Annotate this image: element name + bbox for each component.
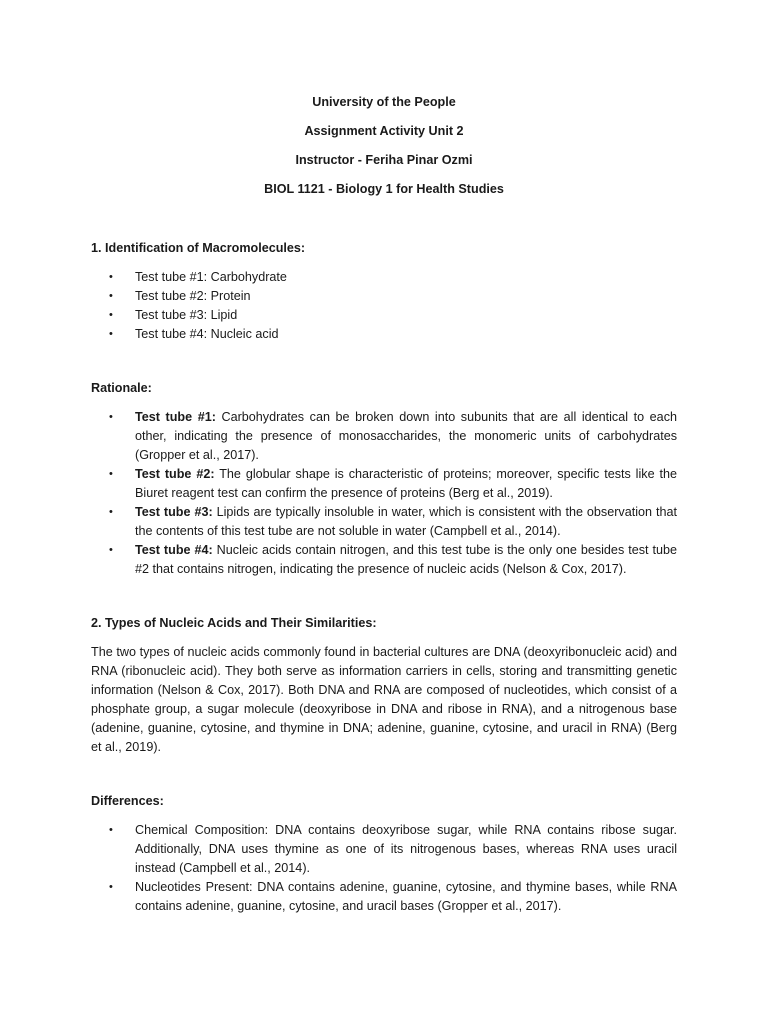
bullet-icon: • (109, 506, 113, 518)
list-item: • Test tube #4: Nucleic acids contain nitrogen, and this test tube is the only one besides test tube #2 that contains nitrogen, indicating the presence of nucleic acids (Nelson & Cox, 2017). (109, 543, 677, 576)
assignment-title: Assignment Activity Unit 2 (304, 124, 464, 138)
section2-heading: 2. Types of Nucleic Acids and Their Similarities: (91, 616, 377, 630)
bullet-icon: • (109, 309, 113, 321)
list-item: • Test tube #3: Lipid (91, 306, 677, 325)
course-title: BIOL 1121 - Biology 1 for Health Studies (264, 182, 504, 196)
differences-list (91, 821, 677, 916)
rationale-list (91, 408, 677, 579)
macromolecule-list (91, 268, 677, 344)
rationale-heading: Rationale: (91, 381, 152, 395)
bullet-icon: • (109, 881, 113, 893)
document-body (91, 239, 677, 916)
nucleic-acids-paragraph: The two types of nucleic acids commonly found in bacterial cultures are DNA (deoxyribonucleic acid) and RNA (ribonucleic acid). They both serve as information carriers in cells, storing and transmitting genetic information (Nelson & Cox, 2017). Both DNA and RNA are composed of nucleotides, which consist of a phosphate group, a sugar molecule (deoxyribose in DNA and ribose in RNA), and a nitrogenous base (adenine, guanine, cytosine, and thymine in DNA; adenine, guanine, cytosine, and uracil in RNA) (Berg et al., 2019). (91, 645, 677, 754)
bullet-icon: • (109, 824, 113, 836)
bullet-icon: • (109, 468, 113, 480)
university-name: University of the People (312, 95, 456, 109)
list-item: • Test tube #2: The globular shape is characteristic of proteins; moreover, specific tests like the Biuret reagent test can confirm the presence of proteins (Berg et al., 2019). (109, 467, 677, 500)
list-item: • Test tube #4: Nucleic acid (91, 325, 677, 344)
list-item: • Nucleotides Present: DNA contains adenine, guanine, cytosine, and thymine bases, while RNA contains adenine, guanine, cytosine, and uracil bases (Gropper et al., 2017). (109, 880, 677, 913)
list-item: • Test tube #3: Lipids are typically insoluble in water, which is consistent with the observation that the contents of this test tube are not soluble in water (Campbell et al., 2014). (109, 505, 677, 538)
bullet-icon: • (109, 544, 113, 556)
bullet-icon: • (109, 271, 113, 283)
bullet-icon: • (109, 328, 113, 340)
list-item: • Test tube #2: Protein (91, 287, 677, 306)
instructor-name: Instructor - Feriha Pinar Ozmi (295, 153, 473, 167)
document-header (0, 93, 768, 209)
section1-heading: 1. Identification of Macromolecules: (91, 241, 306, 255)
list-item: • Chemical Composition: DNA contains deoxyribose sugar, while RNA contains ribose sugar. Additionally, DNA uses thymine as one of its nitrogenous bases, whereas RNA uses uracil instead (Campbell et al., 2014). (109, 823, 677, 875)
differences-heading: Differences: (91, 794, 164, 808)
bullet-icon: • (109, 290, 113, 302)
bullet-icon: • (109, 411, 113, 423)
list-item: • Test tube #1: Carbohydrate (91, 268, 677, 287)
list-item: • Test tube #1: Carbohydrates can be broken down into subunits that are all identical to each other, indicating the presence of monosaccharides, the monomeric units of carbohydrates (Gropper et al., 2017). (109, 410, 677, 462)
